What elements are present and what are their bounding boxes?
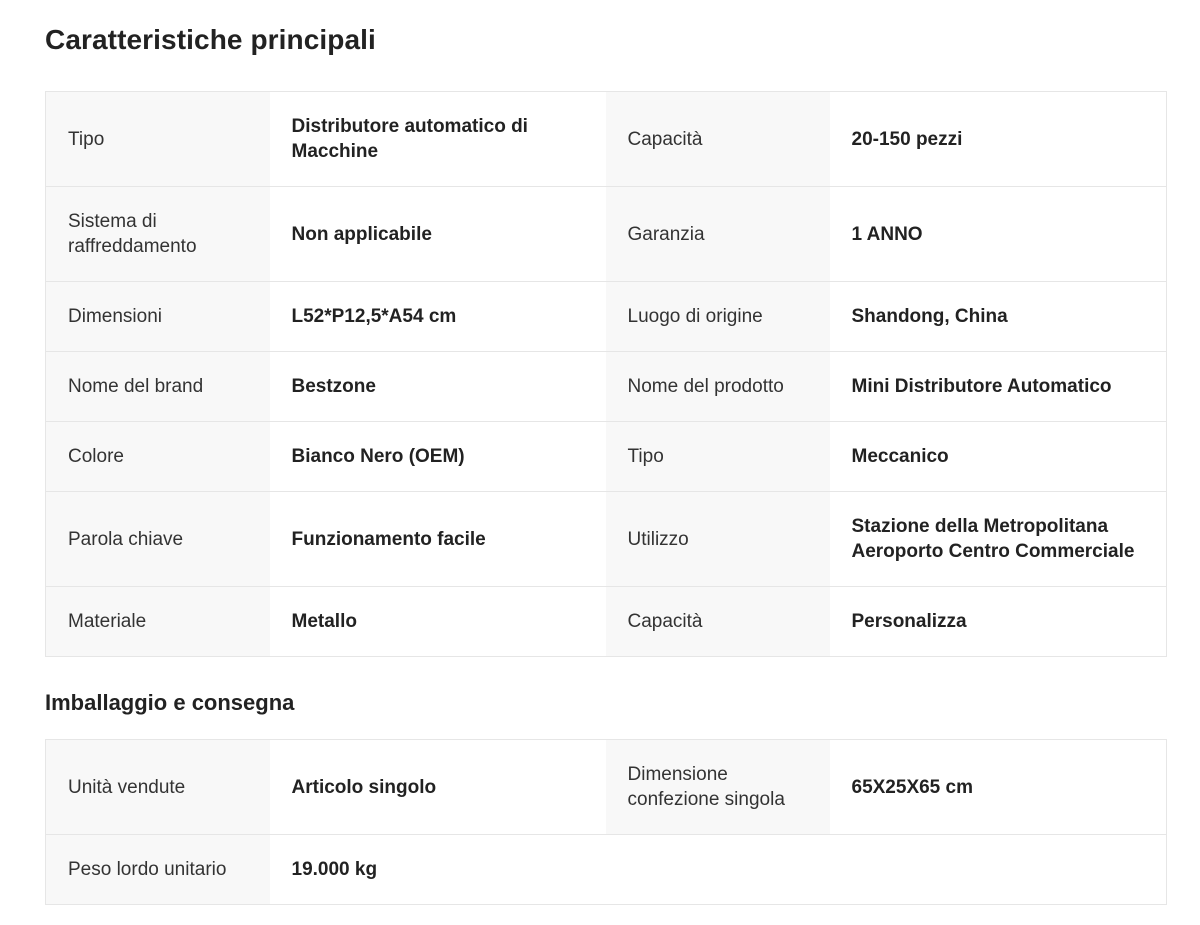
attribute-value: Bianco Nero (OEM) — [270, 422, 606, 492]
attribute-label: Garanzia — [606, 187, 830, 282]
attribute-value: Stazione della Metropolitana Aeroporto Centro Commerciale — [830, 492, 1167, 587]
table-row — [46, 740, 1167, 835]
attribute-value: Metallo — [270, 587, 606, 657]
attribute-label: Parola chiave — [46, 492, 270, 587]
attribute-label: Sistema di raffreddamento — [46, 187, 270, 282]
attribute-label: Capacità — [606, 587, 830, 657]
key-attributes-table — [45, 91, 1167, 657]
attribute-value: Personalizza — [830, 587, 1167, 657]
attribute-label: Nome del brand — [46, 352, 270, 422]
attribute-label: Utilizzo — [606, 492, 830, 587]
attribute-value: Distributore automatico di Macchine — [270, 92, 606, 187]
attribute-value: Non applicabile — [270, 187, 606, 282]
attribute-value: Funzionamento facile — [270, 492, 606, 587]
key-attributes-title: Caratteristiche principali — [45, 24, 376, 55]
attribute-label: Colore — [46, 422, 270, 492]
empty-cell — [606, 835, 830, 905]
attribute-value: 20-150 pezzi — [830, 92, 1167, 187]
attribute-label: Unità vendute — [46, 740, 270, 835]
attribute-label: Dimensione confezione singola — [606, 740, 830, 835]
attribute-label: Materiale — [46, 587, 270, 657]
attribute-value: Meccanico — [830, 422, 1167, 492]
table-row — [46, 422, 1167, 492]
attribute-label: Tipo — [46, 92, 270, 187]
table-row — [46, 282, 1167, 352]
packaging-table — [45, 739, 1167, 905]
table-row — [46, 187, 1167, 282]
attribute-label: Dimensioni — [46, 282, 270, 352]
attribute-value: 19.000 kg — [270, 835, 606, 905]
table-row — [46, 352, 1167, 422]
table-row — [46, 587, 1167, 657]
empty-cell — [830, 835, 1167, 905]
attribute-value: Shandong, China — [830, 282, 1167, 352]
table-row — [46, 835, 1167, 905]
attribute-label: Nome del prodotto — [606, 352, 830, 422]
attribute-value: L52*P12,5*A54 cm — [270, 282, 606, 352]
attribute-value: Articolo singolo — [270, 740, 606, 835]
attribute-label: Tipo — [606, 422, 830, 492]
attribute-label: Capacità — [606, 92, 830, 187]
attribute-label: Luogo di origine — [606, 282, 830, 352]
attribute-value: Mini Distributore Automatico — [830, 352, 1167, 422]
attribute-value: Bestzone — [270, 352, 606, 422]
table-row — [46, 492, 1167, 587]
attribute-label: Peso lordo unitario — [46, 835, 270, 905]
attribute-value: 65X25X65 cm — [830, 740, 1167, 835]
table-row — [46, 92, 1167, 187]
packaging-title: Imballaggio e consegna — [45, 690, 295, 715]
attribute-value: 1 ANNO — [830, 187, 1167, 282]
